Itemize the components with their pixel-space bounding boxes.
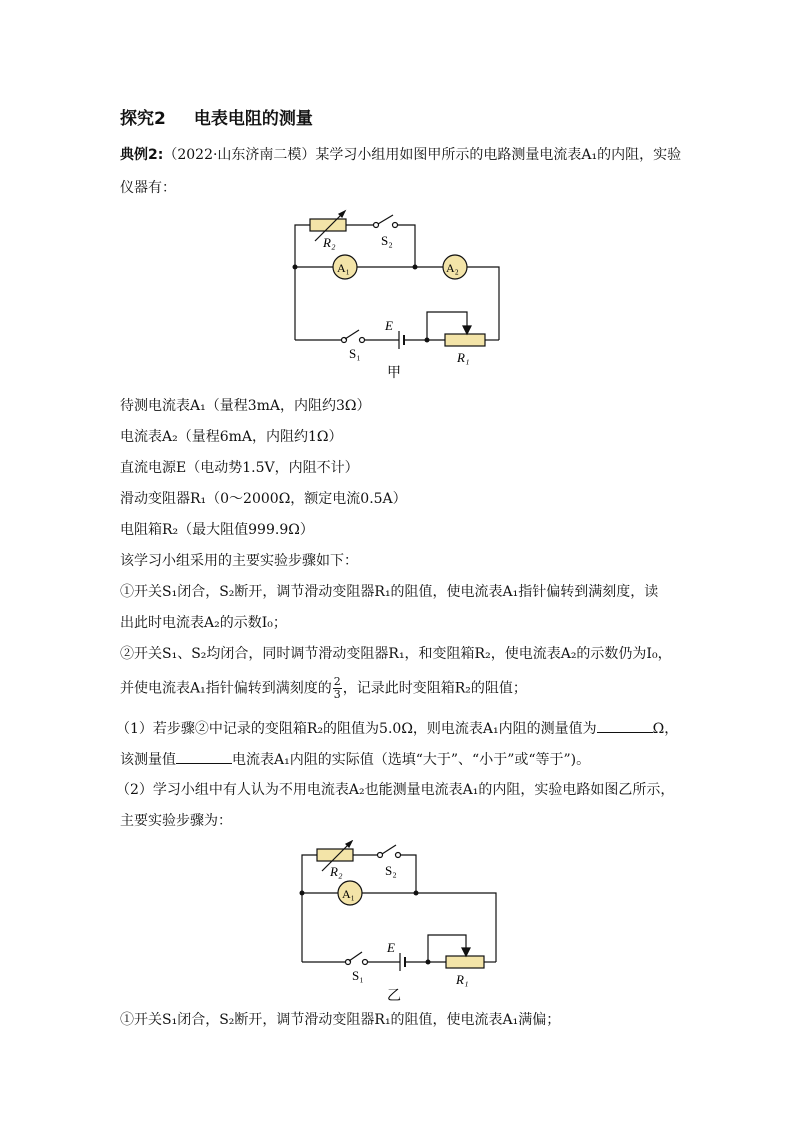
section-label: 探究2 [120, 109, 166, 129]
figure-caption-jia: 甲 [387, 365, 401, 380]
final-step: ①开关S₁闭合，S₂断开，调节滑动变阻器R₁的阻值，使电流表A₁满偏； [120, 1012, 561, 1028]
step1-line-b: 出此时电流表A₂的示数I₀； [120, 615, 287, 631]
example-line-1 [120, 145, 681, 165]
example-text-1: （2022·山东济南二模）某学习小组用如图甲所示的电路测量电流表A₁的内阻，实验 [163, 147, 682, 163]
label-r1: R₁ [457, 350, 470, 365]
example-label: 典例2: [120, 147, 164, 163]
label-r1-yi: R₁ [456, 972, 469, 987]
step2-line-b [120, 676, 527, 701]
circuit-diagram-yi [292, 840, 507, 1005]
equipment-item: 电流表A₂（量程6mA，内阻约1Ω） [120, 429, 343, 445]
circuit-diagram-jia [285, 205, 510, 380]
q1-text-pre: （1）若步骤②中记录的变阻箱R₂的阻值为5.0Ω，则电流表A₁内阻的测量值为 [116, 721, 597, 737]
figure-caption-yi: 乙 [387, 988, 401, 1004]
equipment-item: 滑动变阻器R₁（0～2000Ω，额定电流0.5A） [120, 491, 407, 507]
label-r2-yi: R₂ [330, 864, 343, 879]
step2-text-pre: 并使电流表A₁指针偏转到满刻度的 [120, 680, 332, 697]
label-a2: A₂ [446, 261, 459, 275]
section-title: 电表电阻的测量 [193, 109, 313, 129]
fraction-denominator: 3 [333, 688, 341, 701]
example-line-2: 仪器有： [120, 180, 176, 196]
label-a1-yi: A₁ [342, 887, 355, 901]
q1-unit: Ω， [652, 721, 679, 737]
step2-text-post: ，记录此时变阻箱R₂的阻值； [342, 680, 527, 697]
label-s2: S₂ [381, 233, 393, 248]
fraction-numerator: 2 [333, 675, 341, 688]
label-a1: A₁ [337, 261, 350, 275]
equipment-item: 直流电源E（电动势1.5V，内阻不计） [120, 460, 359, 476]
section-heading [120, 104, 313, 129]
q1-text-b-post: 电流表A₁内阻的实际值（选填“大于”、“小于”或“等于”)。 [232, 752, 591, 768]
step2-line-a: ②开关S₁、S₂均闭合，同时调节滑动变阻器R₁，和变阻箱R₂，使电流表A₂的示数仍为I₀， [120, 646, 672, 662]
steps-intro: 该学习小组采用的主要实验步骤如下： [120, 553, 358, 569]
equipment-item: 待测电流表A₁（量程3mA，内阻约3Ω） [120, 398, 371, 414]
equipment-item: 电阻箱R₂（最大阻值999.9Ω） [120, 522, 314, 538]
label-s2-yi: S₂ [385, 863, 397, 878]
label-s1: S₁ [349, 346, 361, 361]
question-1-line-a [116, 718, 678, 739]
question-2-line-a: （2）学习小组中有人认为不用电流表A₂也能测量电流表A₁的内阻，实验电路如图乙所示， [116, 782, 675, 798]
step1-line-a: ①开关S₁闭合，S₂断开，调节滑动变阻器R₁的阻值，使电流表A₁指针偏转到满刻度，读 [120, 584, 659, 600]
label-e: E [385, 318, 393, 333]
label-r2: R₂ [323, 235, 336, 250]
fraction-two-thirds [333, 676, 342, 701]
answer-blank-1[interactable] [597, 718, 653, 733]
label-e-yi: E [387, 940, 395, 955]
q1-text-b-pre: 该测量值 [120, 752, 176, 768]
question-1-line-b [120, 749, 590, 770]
question-2-line-b: 主要实验步骤为： [120, 813, 232, 829]
label-s1-yi: S₁ [352, 968, 364, 983]
answer-blank-2[interactable] [176, 749, 232, 764]
